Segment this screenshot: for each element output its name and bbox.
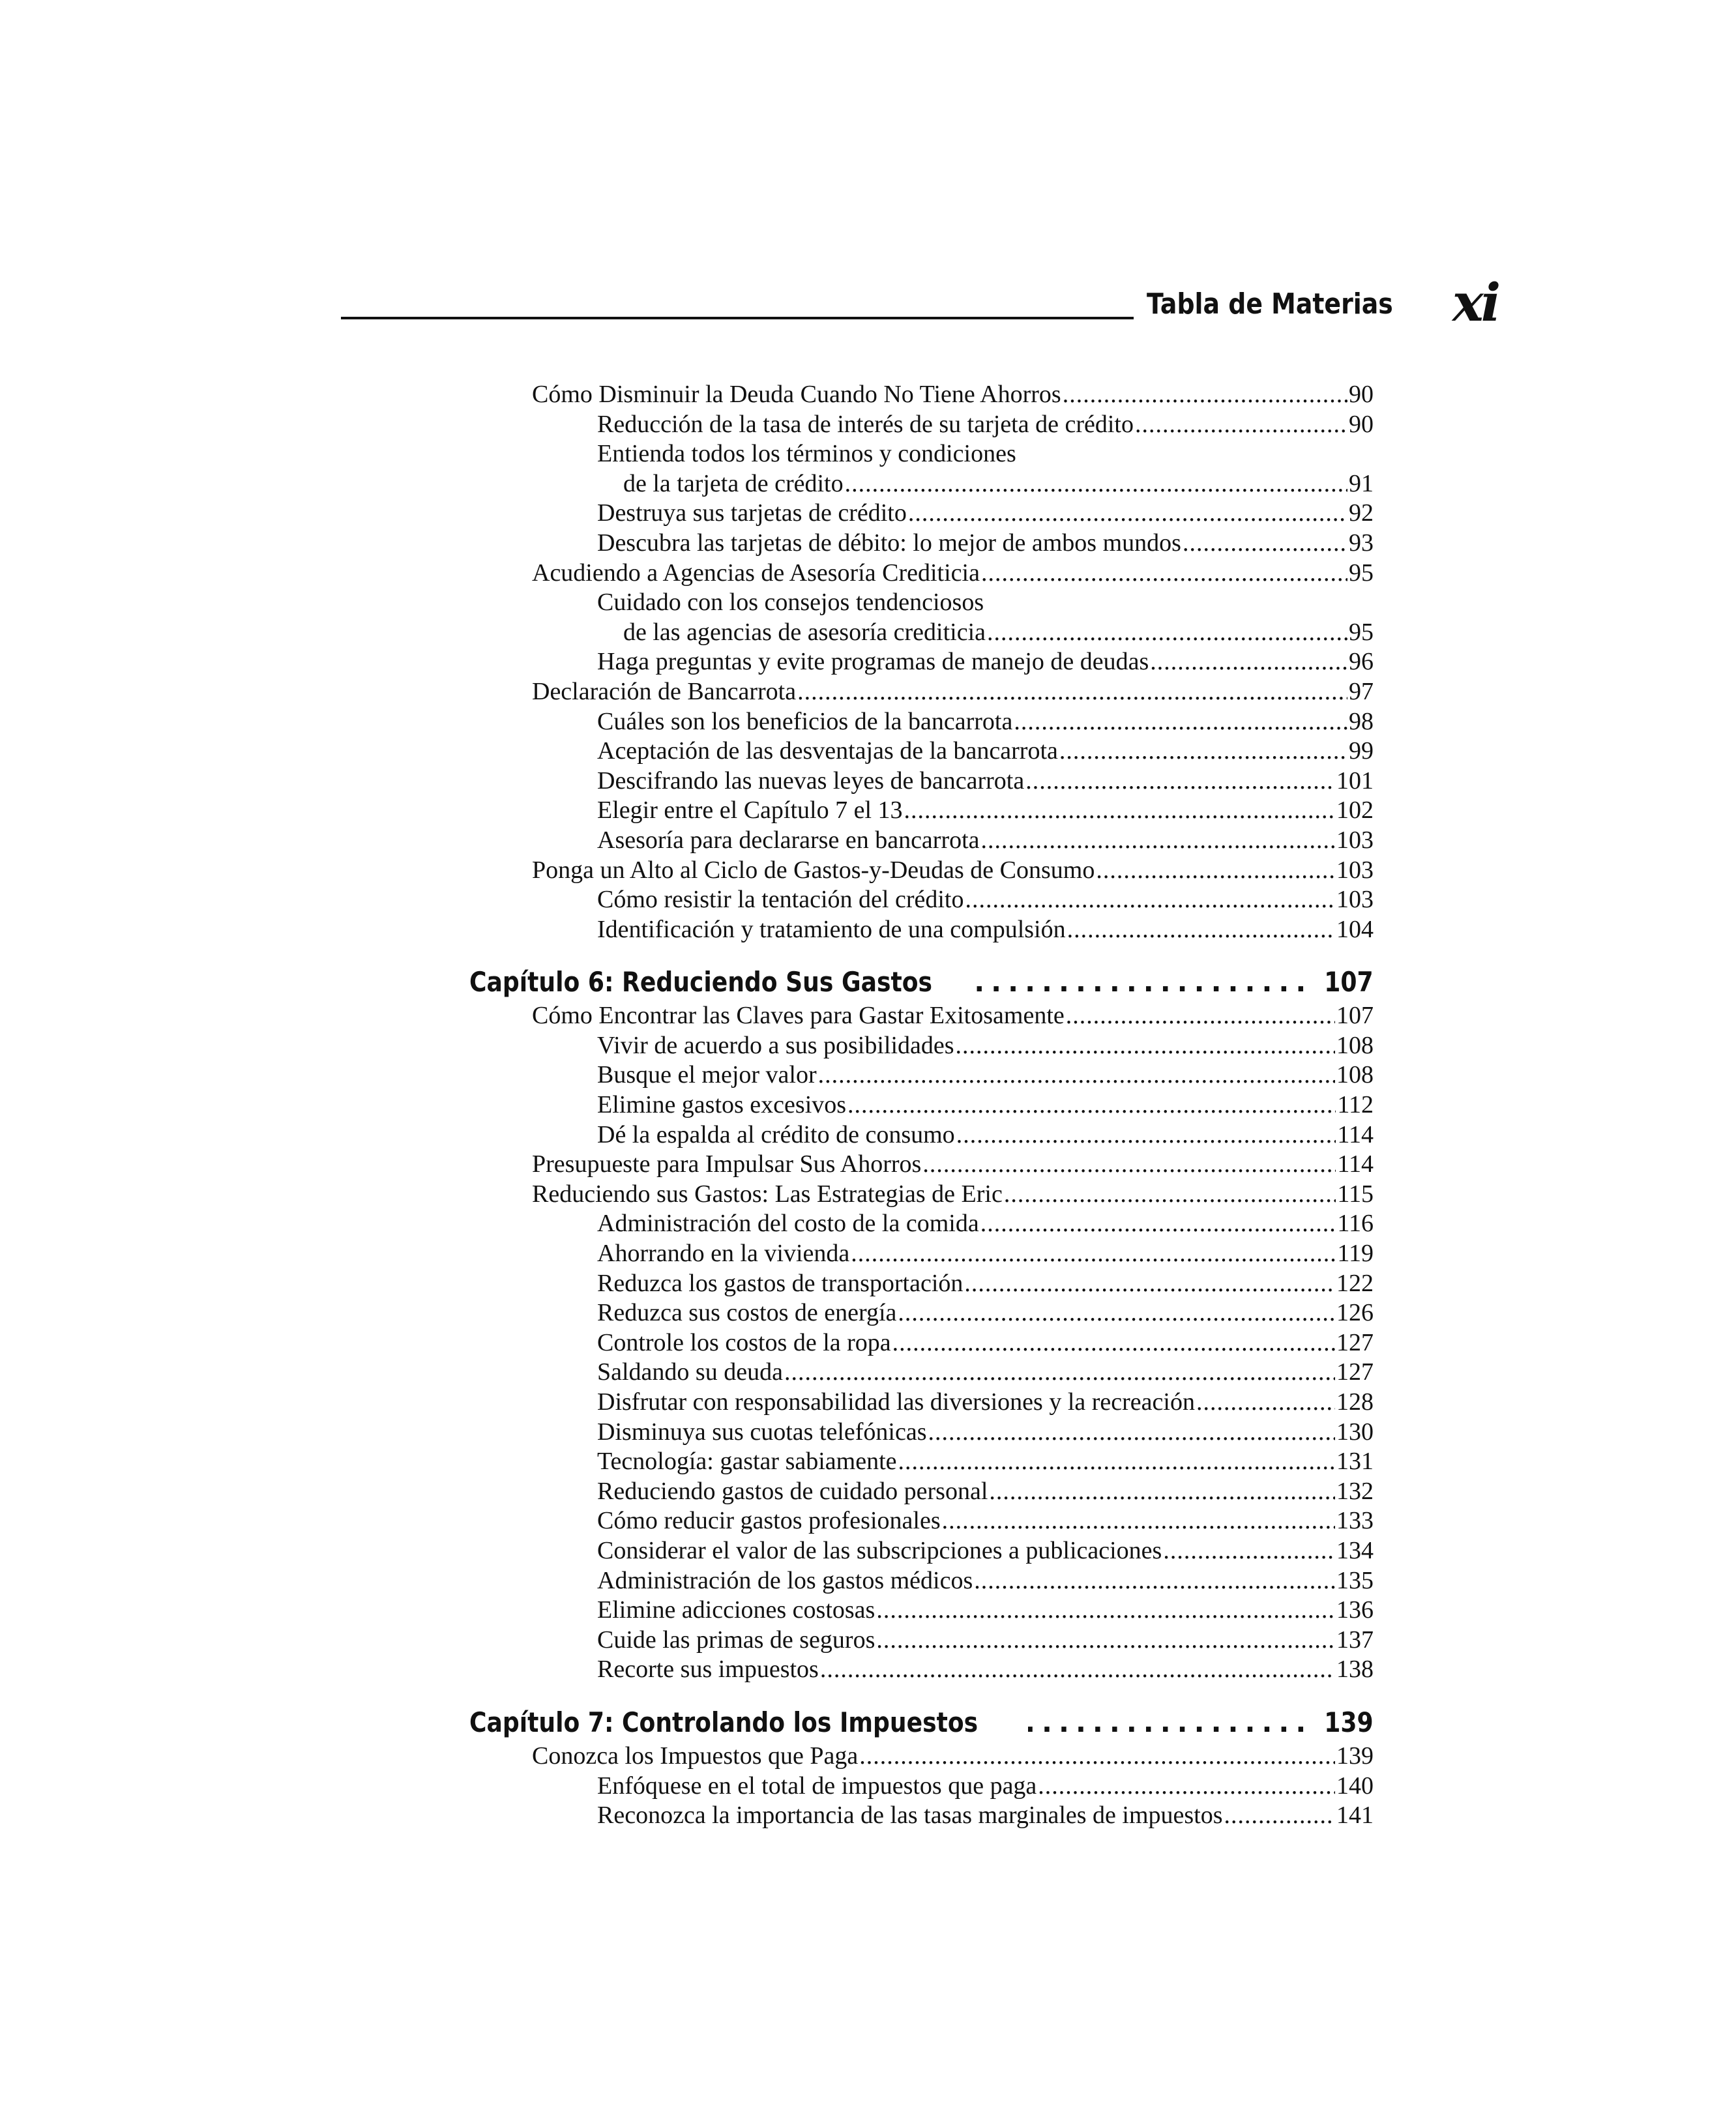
toc-subsection-entry	[469, 1596, 1374, 1626]
dot-leader	[981, 559, 1347, 589]
dot-leader	[1025, 766, 1335, 796]
dot-leader	[974, 1566, 1335, 1596]
toc-entry-title: Acudiendo a Agencias de Asesoría Crediticia	[532, 559, 980, 587]
toc-page-number: 103	[1336, 856, 1374, 884]
toc-entry-title: Identificación y tratamiento de una compulsión	[597, 915, 1066, 943]
toc-subsection-entry	[469, 588, 1374, 618]
toc-subsection-entry	[469, 1477, 1374, 1507]
toc-entry-title: Elimine gastos excesivos	[597, 1091, 847, 1119]
toc-subsection-entry	[469, 469, 1374, 499]
toc-page-number: 127	[1336, 1358, 1374, 1386]
toc-page-number: 136	[1336, 1596, 1374, 1624]
toc-subsection-entry	[469, 618, 1374, 648]
dot-leader	[1163, 1536, 1335, 1566]
toc-entry-title: Cuide las primas de seguros	[597, 1626, 875, 1654]
dot-leader	[942, 1506, 1335, 1536]
toc-page-number: 122	[1336, 1269, 1374, 1297]
toc-page-number: 119	[1337, 1240, 1374, 1268]
toc-page-number: 93	[1349, 529, 1374, 557]
toc-entry-title: Disfrutar con responsabilidad las diversiones y la recreación	[597, 1388, 1195, 1416]
toc-subsection-entry	[469, 826, 1374, 856]
toc-entry-title: de la tarjeta de crédito	[623, 469, 844, 497]
dot-leader	[922, 1150, 1336, 1180]
toc-subsection-entry	[469, 410, 1374, 440]
toc-page-number: 114	[1337, 1150, 1374, 1178]
toc-entry-title: Vivir de acuerdo a sus posibilidades	[597, 1031, 954, 1059]
toc-page-number: 95	[1349, 559, 1374, 587]
toc-page-number: 108	[1336, 1061, 1374, 1089]
toc-entry-title: Capítulo 7: Controlando los Impuestos	[469, 1706, 978, 1738]
dot-leader	[1066, 1001, 1335, 1031]
toc-entry-title: Reduciendo sus Gastos: Las Estrategias de Eric	[532, 1180, 1003, 1208]
toc-entry-title: Destruya sus tarjetas de crédito	[597, 499, 907, 527]
toc-page-number: 99	[1349, 737, 1374, 765]
toc-page-number: 130	[1336, 1418, 1374, 1446]
toc-subsection-entry	[469, 1388, 1374, 1418]
toc-chapter-heading	[469, 1704, 1374, 1740]
dot-leader	[898, 1447, 1336, 1477]
toc-entry-title: Elimine adicciones costosas	[597, 1596, 875, 1624]
toc-subsection-entry	[469, 499, 1374, 529]
toc-page-number: 128	[1336, 1388, 1374, 1416]
toc-subsection-entry	[469, 1298, 1374, 1328]
dot-leader	[908, 499, 1347, 529]
toc-entry-title: Dé la espalda al crédito de consumo	[597, 1120, 955, 1148]
toc-entry-title: Recorte sus impuestos	[597, 1656, 819, 1684]
toc-subsection-entry	[469, 1655, 1374, 1685]
dot-leader	[1014, 707, 1347, 737]
toc-entry-title: Reduciendo gastos de cuidado personal	[597, 1477, 988, 1505]
toc-entry-title: Considerar el valor de las subscripciones a publicaciones	[597, 1536, 1162, 1564]
dot-leader	[1059, 737, 1347, 766]
dot-leader	[892, 1328, 1335, 1358]
toc-page-number: 139	[1336, 1742, 1374, 1770]
toc-entry-title: Aceptación de las desventajas de la bancarrota	[597, 737, 1058, 765]
toc-entry-title: Ponga un Alto al Ciclo de Gastos-y-Deudas de Consumo	[532, 856, 1095, 884]
toc-subsection-entry	[469, 915, 1374, 945]
dot-leader	[1224, 1801, 1335, 1831]
toc-subsection-entry	[469, 796, 1374, 826]
dot-leader	[1135, 410, 1347, 440]
dot-leader	[1150, 647, 1347, 677]
toc-page-number: 104	[1336, 915, 1374, 943]
toc-section-entry	[469, 1742, 1374, 1772]
toc-page-number: 133	[1336, 1507, 1374, 1535]
toc-page-number: 107	[1336, 1002, 1374, 1030]
toc-page-number: 137	[1336, 1626, 1374, 1654]
page-number: xi	[1452, 272, 1499, 333]
toc-subsection-entry	[469, 647, 1374, 677]
toc-page-number: 107	[1324, 966, 1374, 999]
toc-entry-title: Presupueste para Impulsar Sus Ahorros	[532, 1150, 922, 1178]
dot-leader	[797, 677, 1347, 707]
toc-page-number: 116	[1337, 1210, 1374, 1238]
toc-subsection-entry	[469, 1626, 1374, 1656]
toc-subsection-entry	[469, 1090, 1374, 1120]
toc-entry-title: Administración de los gastos médicos	[597, 1566, 973, 1594]
dot-leader	[904, 796, 1335, 826]
toc-entry-title: Elegir entre el Capítulo 7 el 13	[597, 796, 903, 825]
toc-entry-title: Reduzca sus costos de energía	[597, 1299, 897, 1327]
dot-leader	[1183, 529, 1347, 559]
toc-entry-title: Capítulo 6: Reduciendo Sus Gastos	[469, 966, 933, 999]
toc-subsection-entry	[469, 439, 1374, 469]
dot-leader	[820, 1655, 1335, 1685]
toc-entry-title: Administración del costo de la comida	[597, 1210, 979, 1238]
dot-leader	[818, 1060, 1335, 1090]
toc-subsection-entry	[469, 1772, 1374, 1802]
dot-leader	[1063, 380, 1347, 410]
toc-page-number: 139	[1324, 1706, 1374, 1738]
dot-leader	[876, 1596, 1335, 1626]
toc-entry-title: Cómo reducir gastos profesionales	[597, 1507, 941, 1535]
toc-entry-title: Tecnología: gastar sabiamente	[597, 1448, 897, 1476]
toc-page-number: 98	[1349, 707, 1374, 735]
toc-page-number: 141	[1336, 1802, 1374, 1830]
toc-section-entry	[469, 559, 1374, 589]
dot-leader	[1096, 856, 1335, 886]
dot-leader	[928, 1418, 1335, 1448]
toc-page-number: 131	[1336, 1448, 1374, 1476]
toc-subsection-entry	[469, 766, 1374, 796]
toc-entry-title: Cuáles son los beneficios de la bancarrota	[597, 707, 1013, 735]
toc-subsection-entry	[469, 1328, 1374, 1358]
toc-subsection-entry	[469, 737, 1374, 766]
toc-page-number: 95	[1349, 618, 1374, 646]
dot-leader	[898, 1298, 1335, 1328]
toc-subsection-entry	[469, 1269, 1374, 1299]
dot-leader	[956, 1031, 1335, 1061]
dot-leader	[1038, 1772, 1335, 1802]
dot-leader	[1004, 1180, 1336, 1210]
toc-section-entry	[469, 677, 1374, 707]
toc-entry-title: Cómo Encontrar las Claves para Gastar Exitosamente	[532, 1002, 1065, 1030]
toc-page-number: 112	[1337, 1091, 1374, 1119]
toc-entry-title: Reduzca los gastos de transportación	[597, 1269, 964, 1297]
toc-page-number: 127	[1336, 1328, 1374, 1356]
toc-section-entry	[469, 1150, 1374, 1180]
toc-subsection-entry	[469, 1031, 1374, 1061]
toc-subsection-entry	[469, 1506, 1374, 1536]
toc-page-number: 132	[1336, 1477, 1374, 1505]
toc-entry-title: Cómo resistir la tentación del crédito	[597, 886, 964, 914]
toc-subsection-entry	[469, 885, 1374, 915]
dot-leader	[987, 618, 1347, 648]
toc-subsection-entry	[469, 1566, 1374, 1596]
dot-leader	[845, 469, 1347, 499]
toc-subsection-entry	[469, 1239, 1374, 1269]
header-title: Tabla de Materias	[1147, 287, 1393, 321]
toc-section-entry	[469, 1180, 1374, 1210]
toc-page-number: 108	[1336, 1031, 1374, 1059]
toc-subsection-entry	[469, 529, 1374, 559]
dot-leader	[989, 1477, 1335, 1507]
toc-subsection-entry	[469, 1801, 1374, 1831]
dot-leader	[964, 1269, 1335, 1299]
toc-chapter-heading	[469, 964, 1374, 1000]
toc-section-entry	[469, 380, 1374, 410]
toc-entry-title: Controle los costos de la ropa	[597, 1328, 891, 1356]
toc-entry-title: Disminuya sus cuotas telefónicas	[597, 1418, 927, 1446]
toc-subsection-entry	[469, 1418, 1374, 1448]
toc-page-number: 126	[1336, 1299, 1374, 1327]
toc-subsection-entry	[469, 1120, 1374, 1150]
dot-leader	[1028, 1704, 1312, 1740]
dot-leader	[980, 1209, 1336, 1239]
toc-entry-title: Busque el mejor valor	[597, 1061, 817, 1089]
toc-page-number: 92	[1349, 499, 1374, 527]
toc-entry-title: Reconozca la importancia de las tasas marginales de impuestos	[597, 1802, 1223, 1830]
toc-entry-title: Conozca los Impuestos que Paga	[532, 1742, 859, 1770]
toc-page-number: 96	[1349, 648, 1374, 676]
toc-subsection-entry	[469, 707, 1374, 737]
dot-leader	[981, 826, 1335, 856]
dot-leader	[847, 1090, 1336, 1120]
toc-subsection-entry	[469, 1209, 1374, 1239]
dot-leader	[876, 1626, 1335, 1656]
toc-entry-title: de las agencias de asesoría crediticia	[623, 618, 986, 646]
toc-entry-title: Descifrando las nuevas leyes de bancarrota	[597, 766, 1025, 795]
toc-subsection-entry	[469, 1358, 1374, 1388]
toc-page-number: 91	[1349, 469, 1374, 497]
toc-page-number: 103	[1336, 886, 1374, 914]
toc-page-number: 97	[1349, 677, 1374, 705]
toc-entry-title: Enfóquese en el total de impuestos que paga	[597, 1772, 1037, 1800]
toc-page-number: 135	[1336, 1566, 1374, 1594]
toc-page-number: 90	[1349, 381, 1374, 408]
toc-subsection-entry	[469, 1447, 1374, 1477]
dot-leader	[956, 1120, 1336, 1150]
toc-page-number: 101	[1336, 766, 1374, 795]
toc-entry-title: Asesoría para declararse en bancarrota	[597, 826, 980, 854]
toc-subsection-entry	[469, 1060, 1374, 1090]
toc-page-number: 140	[1336, 1772, 1374, 1800]
dot-leader	[859, 1742, 1335, 1772]
table-of-contents	[469, 380, 1374, 1831]
dot-leader	[1067, 915, 1335, 945]
toc-entry-title: Reducción de la tasa de interés de su tarjeta de crédito	[597, 410, 1134, 438]
toc-entry-title: Declaración de Bancarrota	[532, 677, 797, 705]
dot-leader	[1196, 1388, 1335, 1418]
toc-entry-title: Saldando su deuda	[597, 1358, 783, 1386]
toc-page-number: 103	[1336, 826, 1374, 854]
toc-entry-title: Entienda todos los términos y condiciones	[597, 440, 1016, 468]
toc-page-number: 114	[1337, 1120, 1374, 1148]
header-rule	[341, 317, 1134, 319]
toc-entry-title: Cómo Disminuir la Deuda Cuando No Tiene Ahorros	[532, 381, 1061, 408]
toc-section-entry	[469, 856, 1374, 886]
toc-entry-title: Cuidado con los consejos tendenciosos	[597, 589, 984, 617]
toc-section-entry	[469, 1001, 1374, 1031]
toc-page-number: 90	[1349, 410, 1374, 438]
running-header	[341, 272, 1501, 333]
toc-entry-title: Descubra las tarjetas de débito: lo mejor de ambos mundos	[597, 529, 1181, 557]
dot-leader	[784, 1358, 1335, 1388]
dot-leader	[965, 885, 1335, 915]
toc-entry-title: Haga preguntas y evite programas de manejo de deudas	[597, 648, 1149, 676]
toc-page-number: 115	[1337, 1180, 1374, 1208]
toc-page-number: 138	[1336, 1656, 1374, 1684]
toc-entry-title: Ahorrando en la vivienda	[597, 1240, 850, 1268]
toc-subsection-entry	[469, 1536, 1374, 1566]
dot-leader	[975, 964, 1313, 1000]
dot-leader	[851, 1239, 1336, 1269]
toc-page-number: 102	[1336, 796, 1374, 825]
toc-page-number: 134	[1336, 1536, 1374, 1564]
